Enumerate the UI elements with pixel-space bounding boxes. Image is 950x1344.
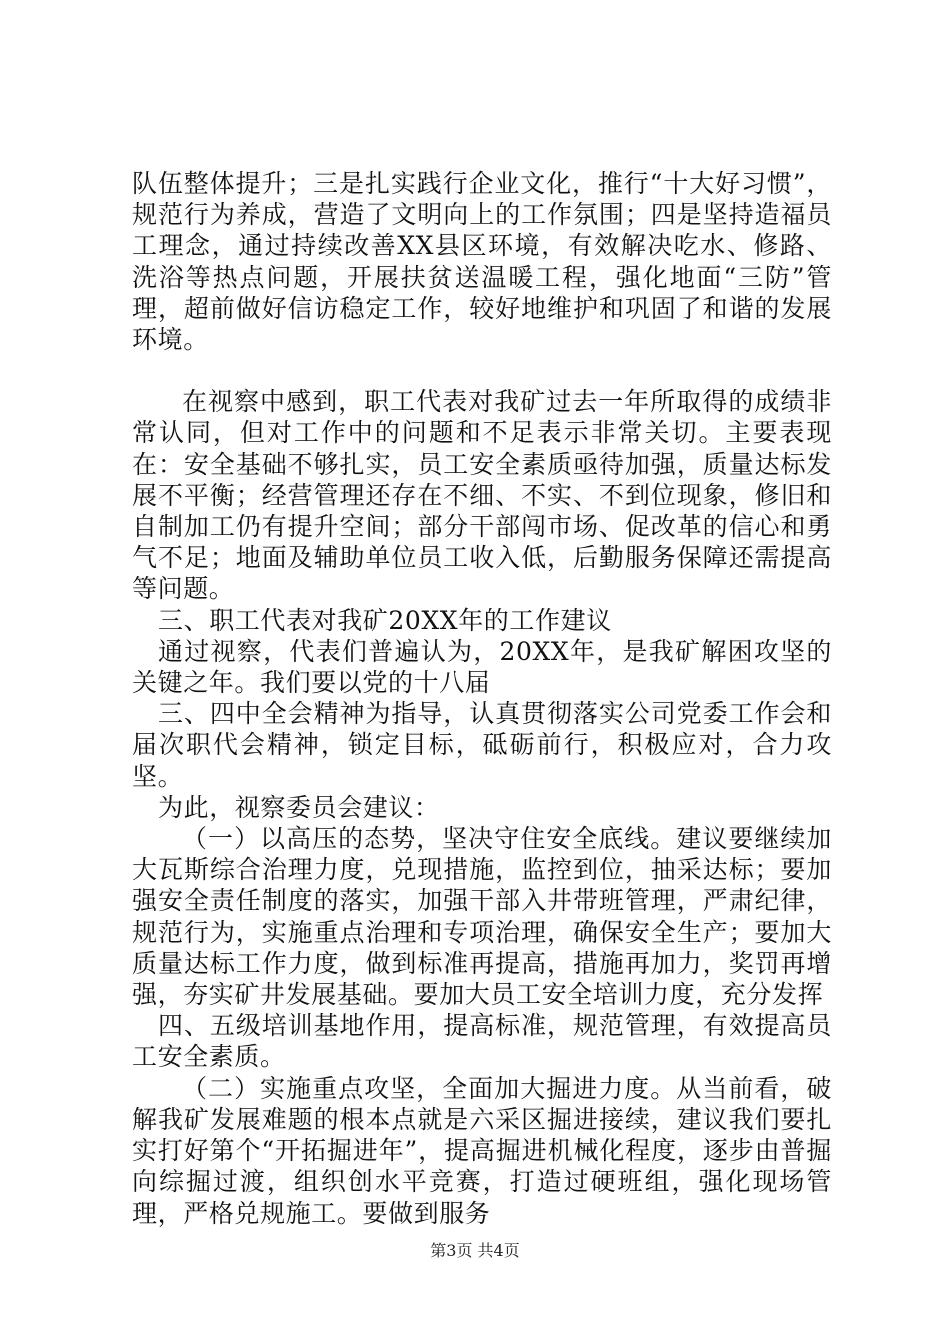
paragraph-suggestion-lead: 为此，视察委员会建议： xyxy=(158,792,440,822)
document-body xyxy=(132,168,832,1229)
section-heading: 三、职工代表对我矿20XX年的工作建议 xyxy=(158,605,612,635)
paragraph-suggestion-1-cont: 四、五级培训基地作用，提高标准，规范管理，有效提高员工安全素质。 xyxy=(132,1011,832,1072)
paragraph-gap xyxy=(132,355,832,386)
paragraph-guidance: 三、四中全会精神为指导，认真贯彻落实公司党委工作会和届次职代会精神，锁定目标，砥砺前行，积极应对，合力攻坚。 xyxy=(132,699,832,791)
paragraph-suggestion-1: （一）以高压的态势，坚决守住安全底线。建议要继续加大瓦斯综合治理力度，兑现措施，监控到位，抽采达标；要加强安全责任制度的落实，加强干部入井带班管理，严肃纪律，规范行为，实施重点治理和专项治理，确保安全生产；要加大质量达标工作力度，做到标准再提高，措施再加力，奖罚再增强，夯实矿井发展基础。要加大员工安全培训力度，充分发挥 xyxy=(132,824,832,1010)
paragraph-intro: 通过视察，代表们普遍认为，20XX年，是我矿解困攻坚的关键之年。我们要以党的十八届 xyxy=(132,636,832,698)
page-number: 第3页 共4页 xyxy=(430,1241,520,1260)
paragraph-suggestion-2: （二）实施重点攻坚，全面加大掘进力度。从当前看，破解我矿发展难题的根本点就是六采区掘进接续，建议我们要扎实打好第个“开拓掘进年”，提高掘进机械化程度，逐步由普掘向综掘过渡，组织创水平竞赛，打造过硬班组，强化现场管理，严格兑规施工。要做到服务 xyxy=(132,1073,832,1228)
paragraph-continued: 队伍整体提升；三是扎实践行企业文化，推行“十大好习惯”，规范行为养成，营造了文明向上的工作氛围；四是坚持造福员工理念，通过持续改善XX县区环境，有效解决吃水、修路、洗浴等热点问题，开展扶贫送温暖工程，强化地面“三防”管理，超前做好信访稳定工作，较好地维护和巩固了和谐的发展环境。 xyxy=(132,169,832,355)
paragraph-observation: 在视察中感到，职工代表对我矿过去一年所取得的成绩非常认同，但对工作中的问题和不足表示非常关切。主要表现在：安全基础不够扎实，员工安全素质亟待加强，质量达标发展不平衡；经营管理还存在不细、不实、不到位现象，修旧和自制加工仍有提升空间；部分干部闯市场、促改革的信心和勇气不足；地面及辅助单位员工收入低，后勤服务保障还需提高等问题。 xyxy=(132,387,832,604)
